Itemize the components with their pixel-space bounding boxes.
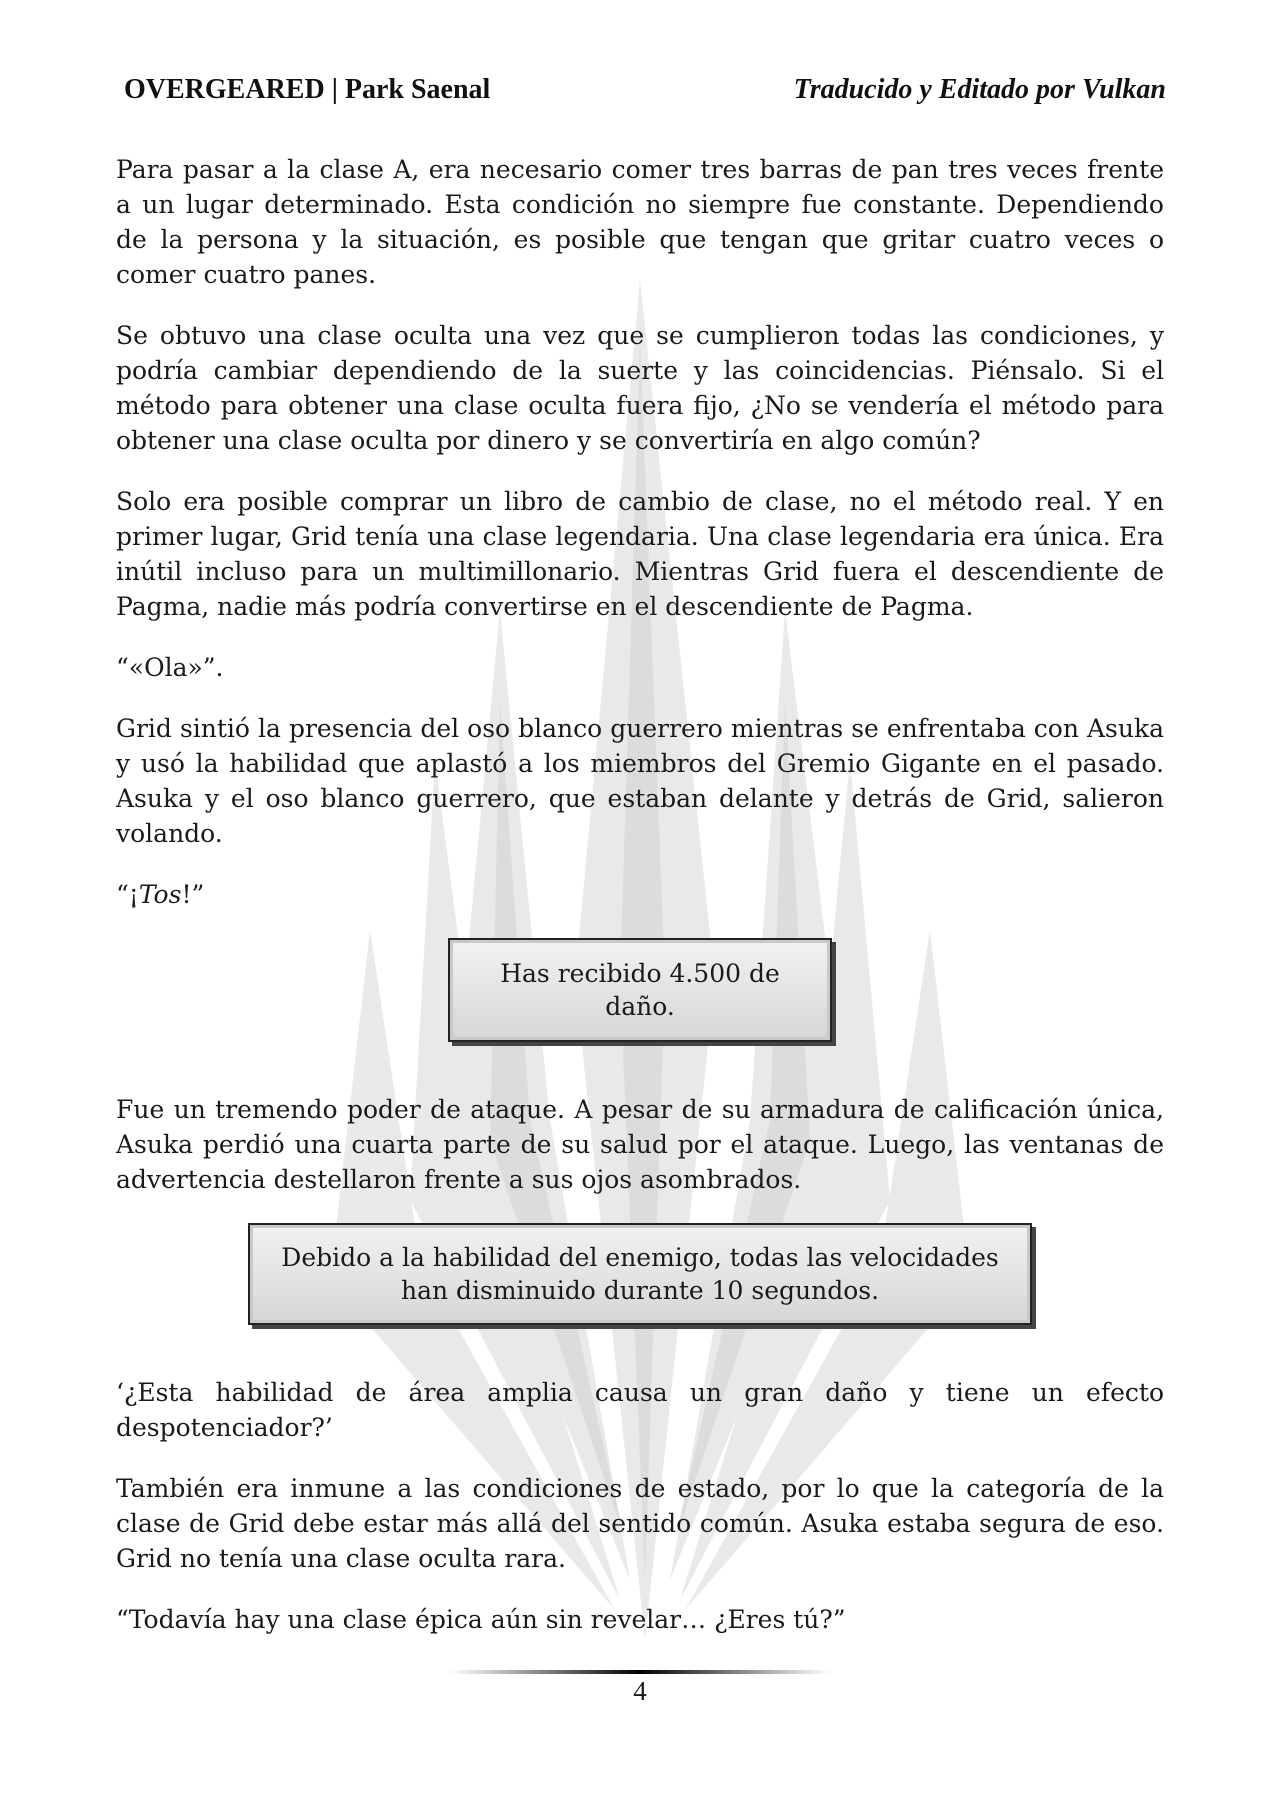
system-message-debuff-wrap [116,1223,1164,1325]
dialogue-line [116,877,1164,912]
paragraph: También era inmune a las condiciones de estado, por lo que la categoría de la clase de Grid debe estar más allá del sentido común. Asuka estaba segura de eso. Grid no tenía una clase oculta rara. [116,1474,1164,1573]
system-message-damage-wrap [116,938,1164,1042]
paragraph: Solo era posible comprar un libro de cambio de clase, no el método real. Y en primer lugar, Grid tenía una clase legendaria. Una clase legendaria era única. Era inútil incluso para un multimillonario. Mientras Grid fuera el descendiente de Pagma, nadie más podría convertirse en el descendiente de Pagma. [116,487,1164,621]
dialogue-open: “¡ [116,880,139,909]
paragraph: Para pasar a la clase A, era necesario comer tres barras de pan tres veces frente a un lugar determinado. Esta condición no siempre fue constante. Dependiendo de la persona y la situación, es posible que tengan que gritar cuatro veces o comer cuatro panes. [116,155,1164,289]
system-message-line: Debido a la habilidad del enemigo, todas las velocidades [281,1243,999,1272]
footer-divider [450,1670,830,1674]
page-body [116,152,1164,1663]
page-header [124,74,1166,106]
dialogue-italic-word: Tos [138,880,182,909]
system-message-line: han disminuido durante 10 segundos. [400,1276,880,1305]
system-message-damage: Has recibido 4.500 de daño. [448,938,832,1042]
page-number: 4 [633,1676,647,1706]
dialogue-line: “«Ola»”. [116,653,224,682]
header-translator-credit: Traducido y Editado por Vulkan [793,74,1166,105]
paragraph: Fue un tremendo poder de ataque. A pesar de su armadura de calificación única, Asuka perdió una cuarta parte de su salud por el ataque. Luego, las ventanas de advertencia destellaron frente a sus ojos asombrados. [116,1095,1164,1194]
paragraph: Se obtuvo una clase oculta una vez que se cumplieron todas las condiciones, y podría cambiar dependiendo de la suerte y las coincidencias. Piénsalo. Si el método para obtener una clase oculta fuera fijo, ¿No se vendería el método para obtener una clase oculta por dinero y se convertiría en algo común? [116,321,1164,455]
paragraph: ‘¿Esta habilidad de área amplia causa un gran daño y tiene un efecto despotenciador?’ [116,1378,1164,1442]
header-book-title: OVERGEARED | Park Saenal [124,74,491,105]
dialogue-close: !” [181,880,205,909]
dialogue-line: “Todavía hay una clase épica aún sin revelar… ¿Eres tú?” [116,1605,846,1634]
system-message-debuff [248,1223,1032,1325]
paragraph: Grid sintió la presencia del oso blanco guerrero mientras se enfrentaba con Asuka y usó la habilidad que aplastó a los miembros del Gremio Gigante en el pasado. Asuka y el oso blanco guerrero, que estaban delante y detrás de Grid, salieron volando. [116,714,1164,848]
